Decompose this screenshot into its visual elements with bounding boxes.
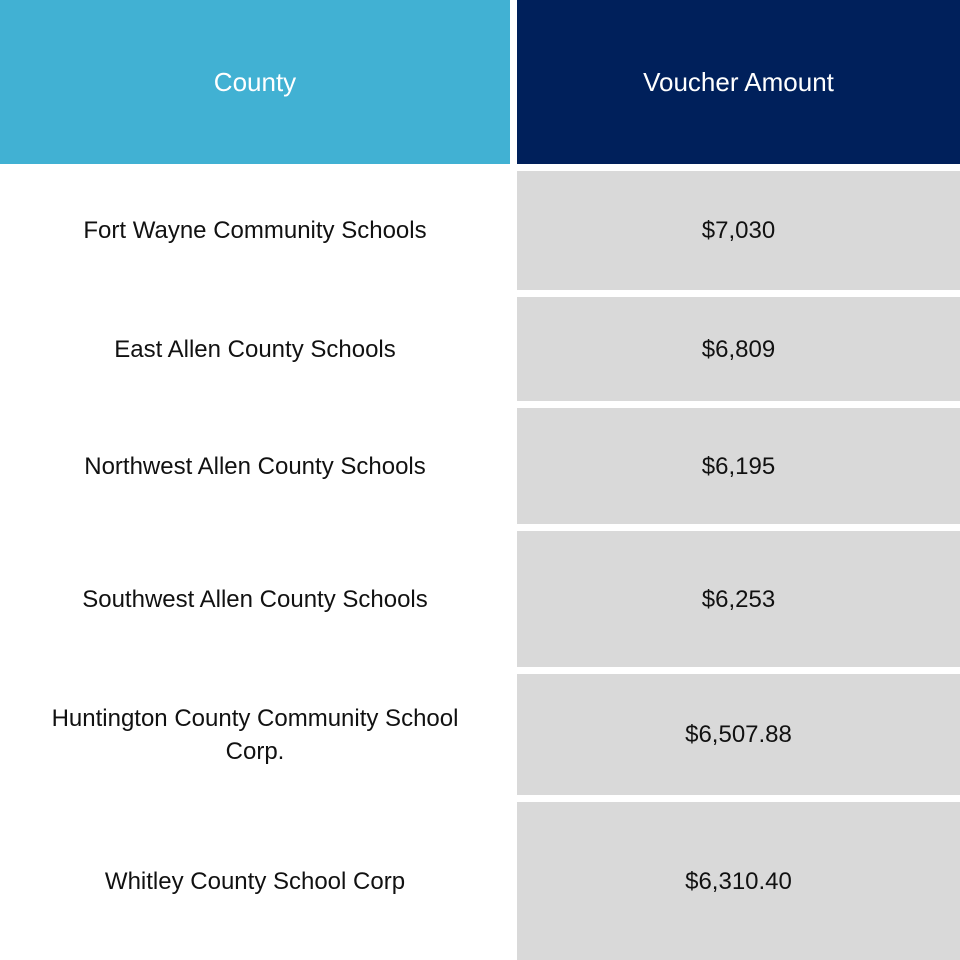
county-cell: Northwest Allen County Schools xyxy=(0,408,510,524)
voucher-amount-cell: $6,809 xyxy=(517,297,960,401)
county-cell: Southwest Allen County Schools xyxy=(0,531,510,667)
county-cell: East Allen County Schools xyxy=(0,297,510,401)
voucher-amount-cell: $6,253 xyxy=(517,531,960,667)
county-column-header: County xyxy=(0,0,510,164)
county-cell: Huntington County Community School Corp. xyxy=(0,674,510,795)
voucher-amount-cell: $7,030 xyxy=(517,171,960,290)
voucher-amount-column-header: Voucher Amount xyxy=(517,0,960,164)
voucher-amount-cell: $6,195 xyxy=(517,408,960,524)
voucher-amount-cell: $6,507.88 xyxy=(517,674,960,795)
county-cell: Fort Wayne Community Schools xyxy=(0,171,510,290)
county-cell: Whitley County School Corp xyxy=(0,802,510,960)
voucher-amount-cell: $6,310.40 xyxy=(517,802,960,960)
